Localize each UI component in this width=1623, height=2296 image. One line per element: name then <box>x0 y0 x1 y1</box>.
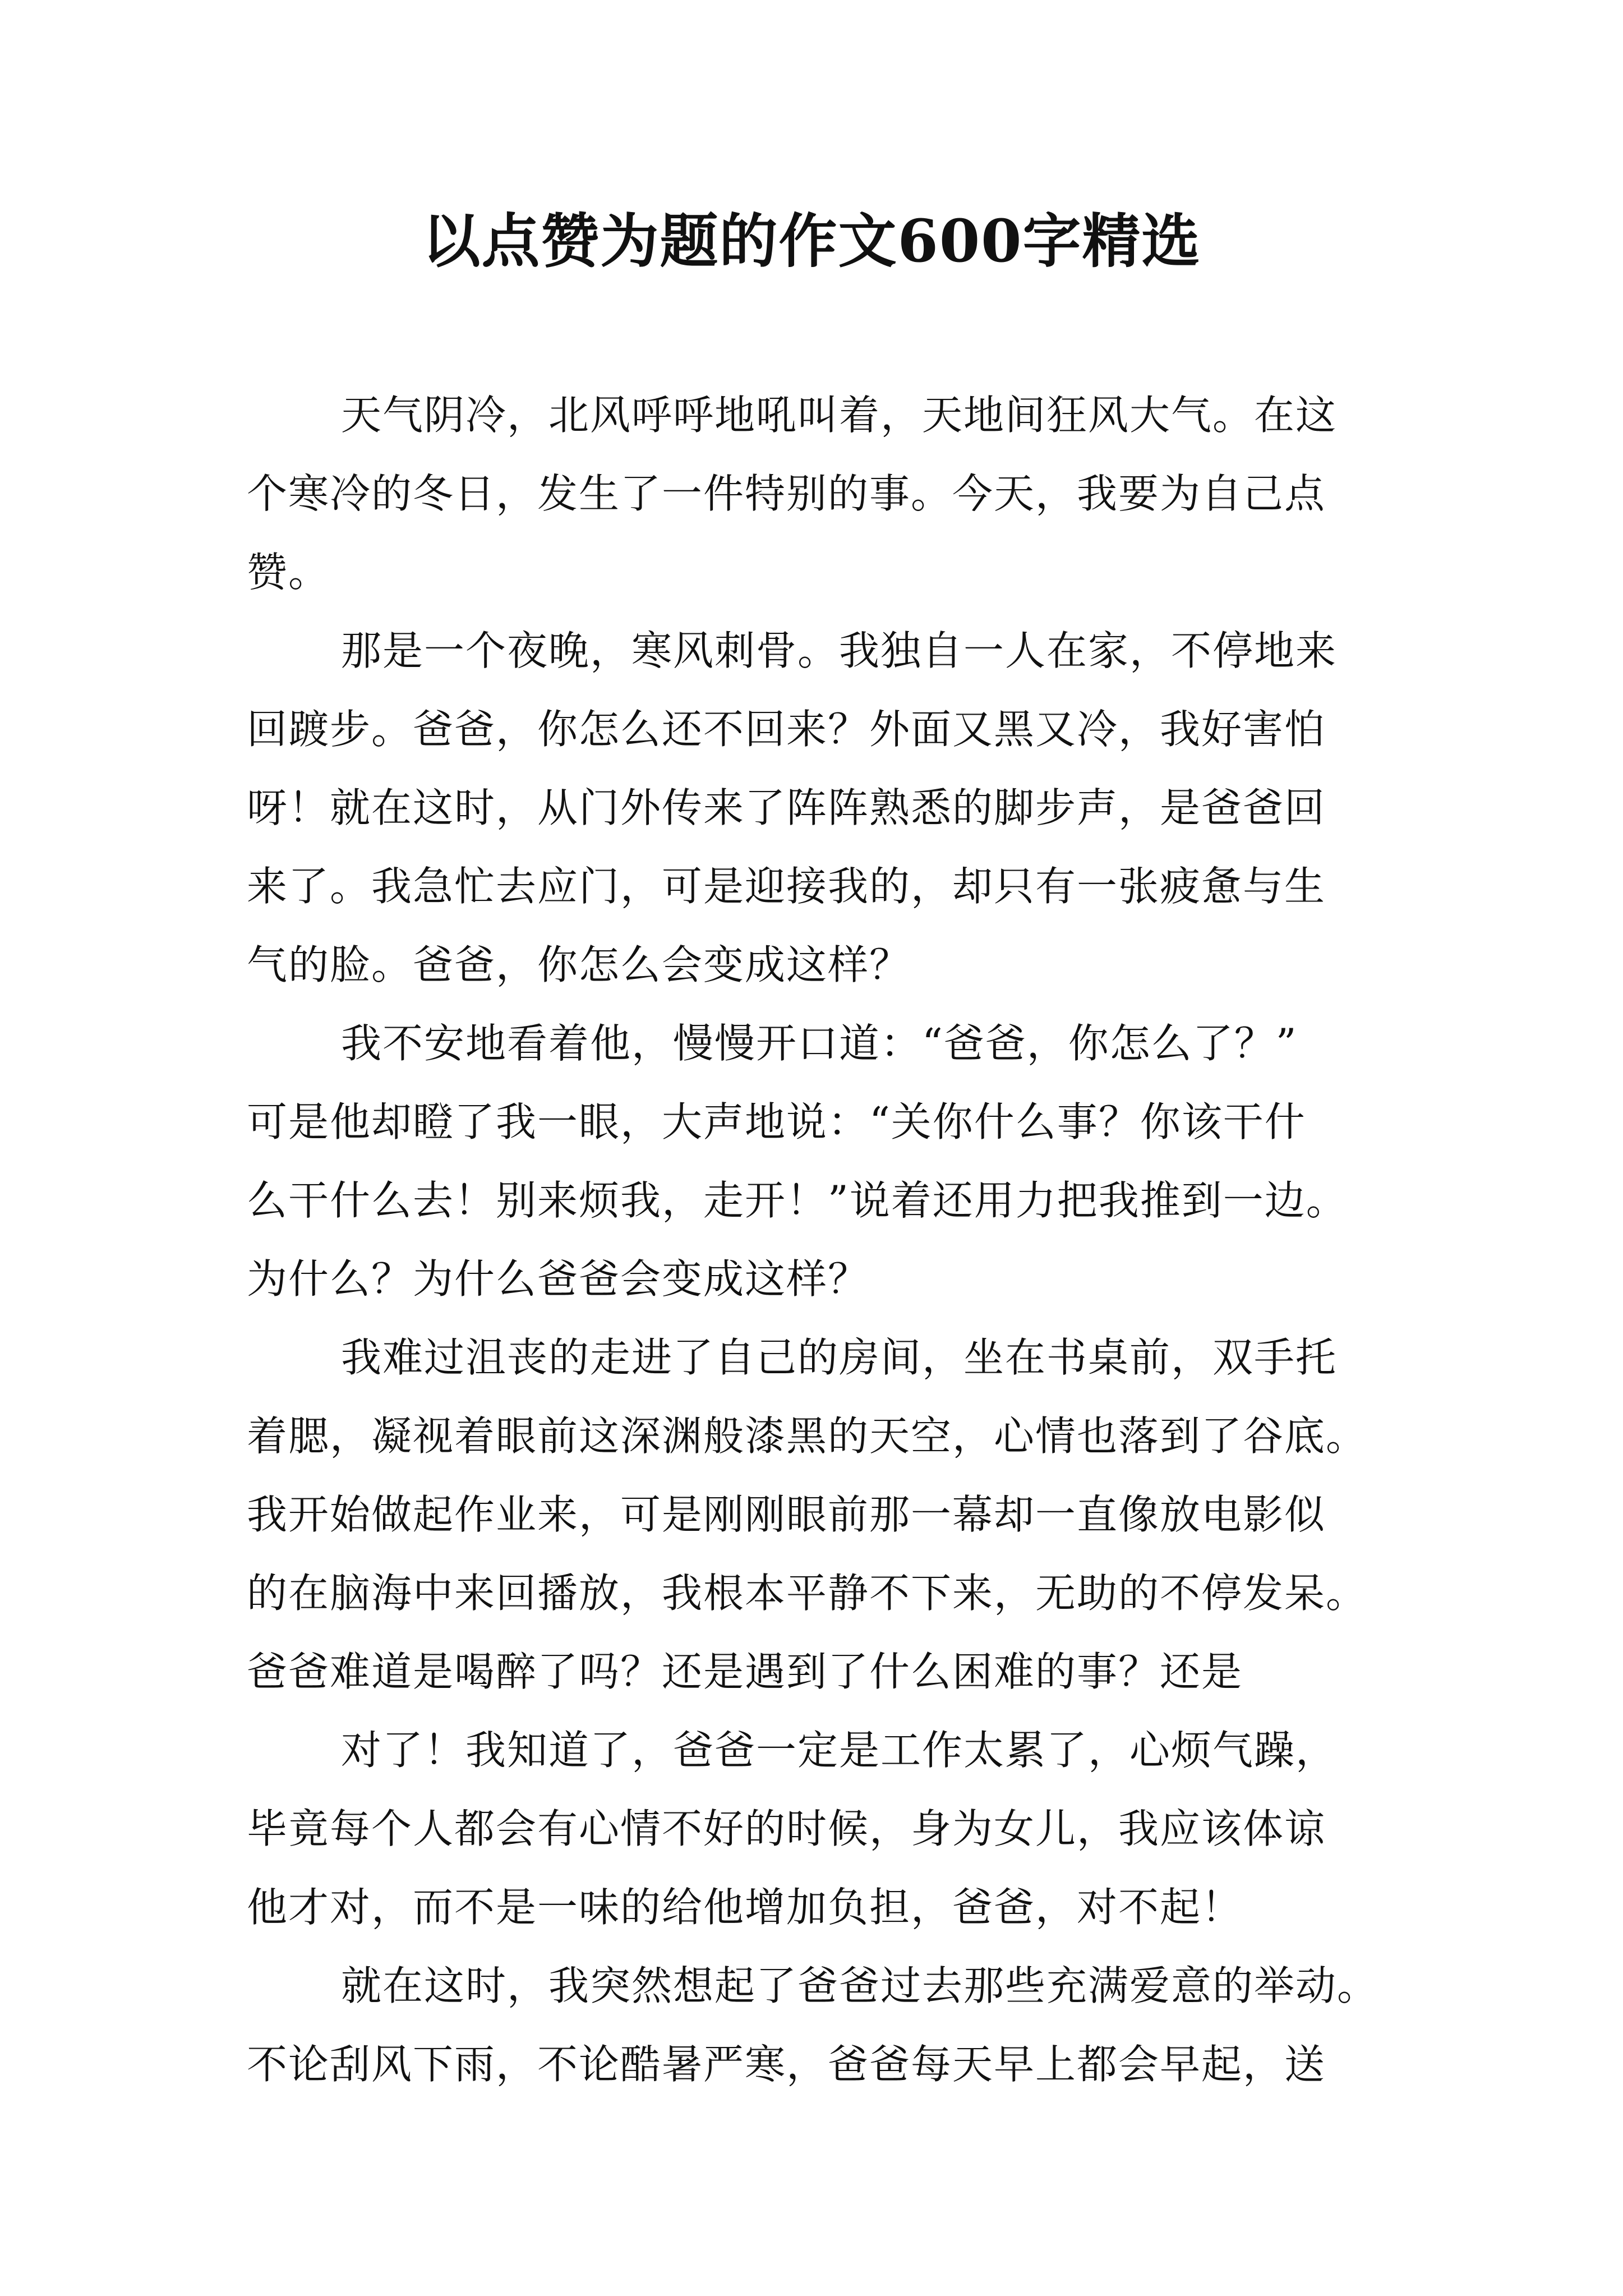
text-line: 着腮，凝视着眼前这深渊般漆黑的天空，心情也落到了谷底。 <box>247 1412 1368 1460</box>
text-line: 毕竟每个人都会有心情不好的时候，身为女儿，我应该体谅 <box>247 1805 1326 1852</box>
text-line: 来了。我急忙去应门，可是迎接我的，却只有一张疲惫与生 <box>247 863 1326 910</box>
text-line: 我难过沮丧的走进了自己的房间，坐在书桌前，双手托 <box>341 1334 1338 1381</box>
text-line: 不论刮风下雨，不论酷暑严寒，爸爸每天早上都会早起，送 <box>247 2041 1326 2088</box>
text-line: 那是一个夜晚，寒风刺骨。我独自一人在家，不停地来 <box>341 627 1338 674</box>
text-line: 我不安地看着他，慢慢开口道：“爸爸，你怎么了？” <box>341 1020 1298 1067</box>
text-line: 我开始做起作业来，可是刚刚眼前那一幕却一直像放电影似 <box>247 1491 1326 1538</box>
text-line: 气的脸。爸爸，你怎么会变成这样？ <box>247 941 911 988</box>
text-line: 他才对，而不是一味的给他增加负担，爸爸，对不起！ <box>247 1884 1243 1931</box>
text-line: 赞。 <box>247 549 330 596</box>
text-line: 的在脑海中来回播放，我根本平静不下来，无助的不停发呆。 <box>247 1570 1368 1617</box>
text-line: 回踱步。爸爸，你怎么还不回来？外面又黑又冷，我好害怕 <box>247 706 1326 753</box>
text-line: 爸爸难道是喝醉了吗？还是遇到了什么困难的事？还是 <box>247 1648 1243 1695</box>
text-line: 就在这时，我突然想起了爸爸过去那些充满爱意的举动。 <box>341 1962 1379 2009</box>
text-line: 可是他却瞪了我一眼，大声地说：“关你什么事？你该干什 <box>247 1098 1306 1145</box>
text-line: 呀！就在这时，从门外传来了阵阵熟悉的脚步声，是爸爸回 <box>247 784 1326 831</box>
text-line: 个寒冷的冬日，发生了一件特别的事。今天，我要为自己点 <box>247 470 1326 517</box>
text-line: 为什么？为什么爸爸会变成这样？ <box>247 1255 870 1303</box>
document-title: 以点赞为题的作文600字精选 <box>422 206 1201 275</box>
text-line: 对了！我知道了，爸爸一定是工作太累了，心烦气躁， <box>341 1727 1338 1774</box>
text-line: 么干什么去！别来烦我，走开！”说着还用力把我推到一边。 <box>247 1177 1348 1224</box>
text-line: 天气阴冷，北风呼呼地吼叫着，天地间狂风大气。在这 <box>341 392 1338 439</box>
